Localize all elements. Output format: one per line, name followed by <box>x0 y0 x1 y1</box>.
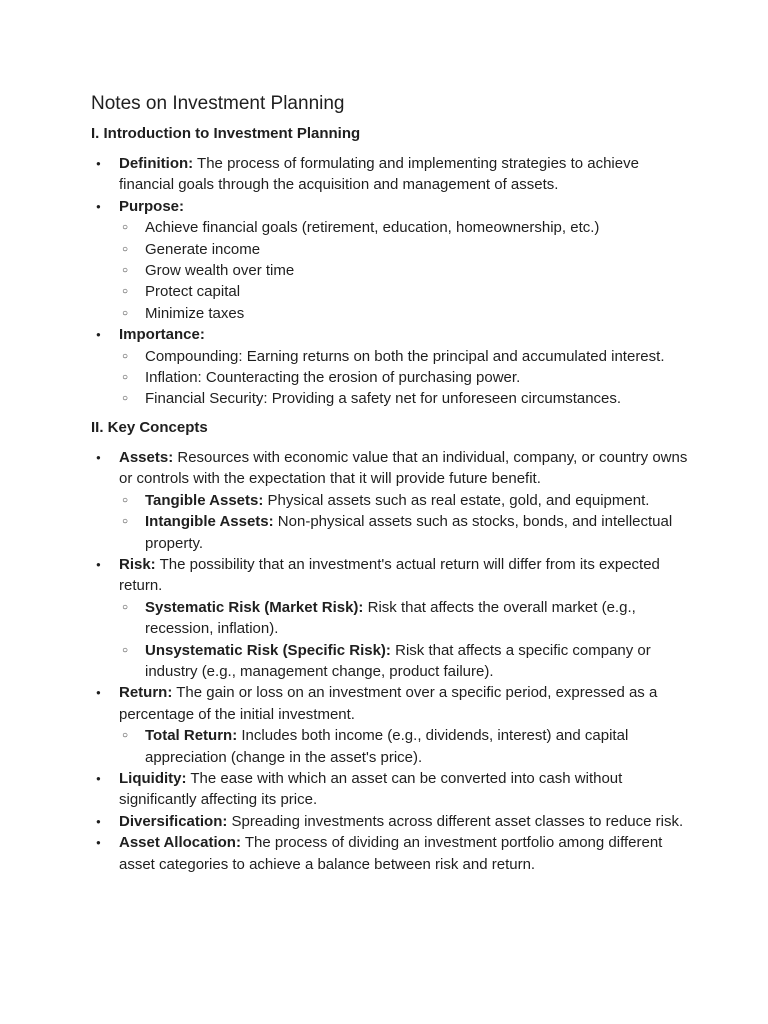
term-risk: Risk: <box>119 555 156 573</box>
text-total-return: Includes both income (e.g., dividends, interest) and capital appreciation (change in the asset's price). <box>145 727 629 766</box>
text-diversification: Spreading investments across different asset classes to reduce risk. <box>227 812 684 830</box>
text-assets: Resources with economic value that an individual, company, or country owns or controls with the expectation that it will provide future benefit. <box>119 448 688 488</box>
sub-item: ○ Protect capital <box>119 281 688 302</box>
sub-item-intangible-assets <box>119 511 688 554</box>
return-sublist <box>119 725 688 768</box>
sub-item: ○ Compounding: Earning returns on both the principal and accumulated interest. <box>119 346 688 367</box>
term-purpose: Purpose: <box>119 197 185 215</box>
term-return: Return: <box>119 684 173 702</box>
term-assets: Assets: <box>119 448 174 466</box>
term-unsystematic-risk: Unsystematic Risk (Specific Risk): <box>145 641 391 659</box>
sub-item: ○ Grow wealth over time <box>119 260 688 281</box>
text-risk: The possibility that an investment's actual return will differ from its expected return. <box>119 555 660 595</box>
term-systematic-risk: Systematic Risk (Market Risk): <box>145 598 364 616</box>
text-tangible-assets: Physical assets such as real estate, gold, and equipment. <box>263 491 650 509</box>
list-item-asset-allocation <box>91 832 688 875</box>
term-total-return: Total Return: <box>145 727 238 745</box>
text-definition: The process of formulating and implementing strategies to achieve financial goals through the acquisition and management of assets. <box>119 155 639 194</box>
term-diversification: Diversification: <box>119 812 228 830</box>
list-item-purpose <box>91 196 688 324</box>
list-item-importance <box>91 324 688 410</box>
sub-item-systematic-risk <box>119 597 688 640</box>
list-item-liquidity <box>91 768 688 811</box>
list-item-diversification <box>91 811 688 832</box>
text-systematic-risk: Risk that affects the overall market (e.g., recession, inflation). <box>145 598 636 638</box>
text-unsystematic-risk: Risk that affects a specific company or industry (e.g., management change, product failure). <box>145 641 651 680</box>
sub-item-tangible-assets <box>119 490 688 511</box>
sub-item: ○ Financial Security: Providing a safety net for unforeseen circumstances. <box>119 388 688 409</box>
term-intangible-assets: Intangible Assets: <box>145 513 274 531</box>
key-concepts-list <box>91 447 688 875</box>
text-return: The gain or loss on an investment over a specific period, expressed as a percentage of the initial investment. <box>119 684 658 723</box>
sub-item: ○ Generate income <box>119 239 688 260</box>
list-item-risk <box>91 554 688 682</box>
importance-sublist <box>119 346 688 410</box>
term-importance: Importance: <box>119 326 205 344</box>
term-definition: Definition: <box>119 155 194 172</box>
section-heading-key-concepts: II. Key Concepts <box>91 418 208 436</box>
purpose-sublist <box>119 217 688 324</box>
list-item-definition <box>91 153 688 196</box>
list-item-return <box>91 682 688 768</box>
sub-item: ○ Achieve financial goals (retirement, education, homeownership, etc.) <box>119 217 688 238</box>
sub-item-total-return <box>119 725 688 768</box>
sub-item: ○ Minimize taxes <box>119 303 688 324</box>
text-liquidity: The ease with which an asset can be converted into cash without significantly affecting its price. <box>119 769 623 809</box>
sub-item-unsystematic-risk <box>119 640 688 683</box>
assets-sublist <box>119 490 688 554</box>
sub-item: ○ Inflation: Counteracting the erosion of purchasing power. <box>119 367 688 388</box>
section-heading-introduction: I. Introduction to Investment Planning <box>91 125 361 142</box>
term-tangible-assets: Tangible Assets: <box>145 491 264 509</box>
page-title: Notes on Investment Planning <box>91 93 345 114</box>
risk-sublist <box>119 597 688 683</box>
text-asset-allocation: The process of dividing an investment portfolio among different asset categories to achieve a balance between risk and return. <box>119 834 663 873</box>
term-liquidity: Liquidity: <box>119 769 187 787</box>
text-intangible-assets: Non-physical assets such as stocks, bonds, and intellectual property. <box>145 513 673 552</box>
introduction-list <box>91 153 688 410</box>
term-asset-allocation: Asset Allocation: <box>119 834 241 852</box>
list-item-assets <box>91 447 688 554</box>
